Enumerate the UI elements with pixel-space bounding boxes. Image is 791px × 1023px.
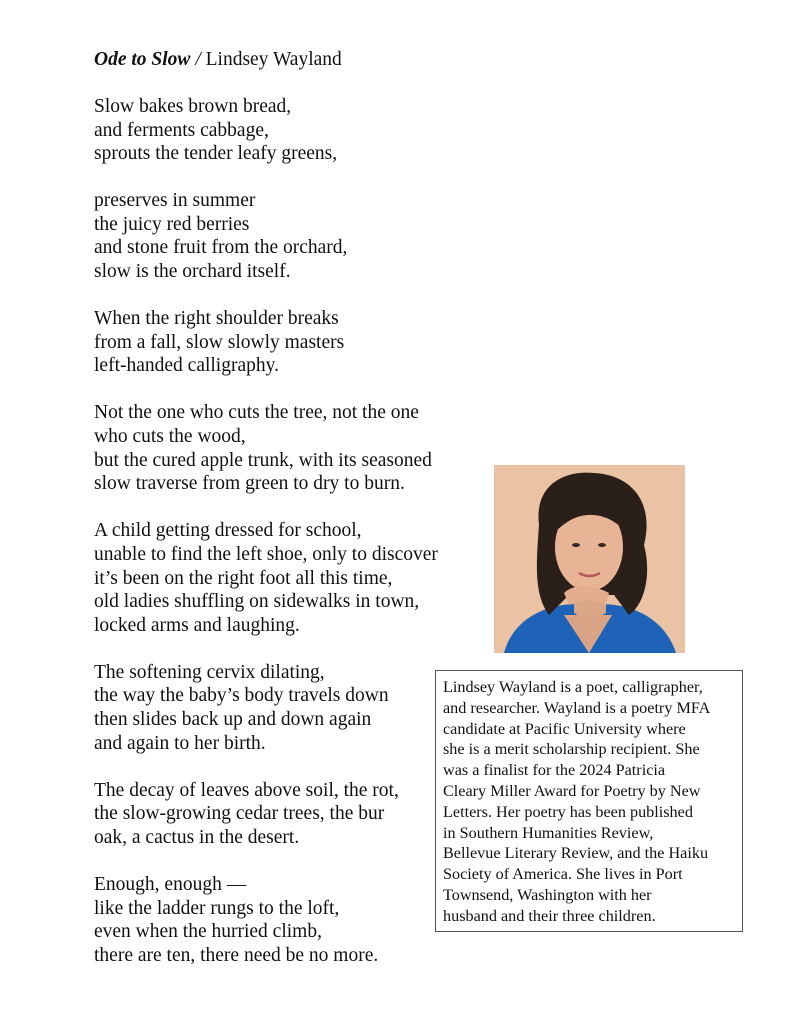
poem-line: A child getting dressed for school,: [94, 520, 362, 542]
poem-heading: [94, 48, 342, 72]
poem-line: then slides back up and down again: [94, 708, 372, 730]
poem-stanza: [94, 401, 474, 495]
bio-line: Society of America. She lives in Port: [443, 865, 683, 884]
poem-stanza: [94, 661, 474, 755]
poem-line: and stone fruit from the orchard,: [94, 237, 348, 259]
poem-line: who cuts the wood,: [94, 426, 246, 448]
bio-line: Letters. Her poetry has been published: [443, 802, 693, 821]
poem-stanza: [94, 189, 474, 283]
poem-line: When the right shoulder breaks: [94, 308, 339, 330]
poem-stanza: [94, 873, 474, 967]
poem-line: there are ten, there need be no more.: [94, 944, 379, 966]
author-bio-box: [435, 670, 743, 932]
bio-line: was a finalist for the 2024 Patricia: [443, 761, 666, 780]
poem-line: like the ladder rungs to the loft,: [94, 897, 340, 919]
poem-title: Ode to Slow: [94, 49, 191, 70]
bio-line: in Southern Humanities Review,: [443, 823, 654, 842]
poem-line: the slow-growing cedar trees, the bur: [94, 803, 385, 825]
bio-line: Townsend, Washington with her: [443, 885, 652, 904]
poem-line: and ferments cabbage,: [94, 119, 269, 141]
bio-line: candidate at Pacific University where: [443, 719, 686, 738]
bio-line: husband and their three children.: [443, 906, 656, 925]
author-portrait-illustration: [494, 465, 685, 653]
poem-line: preserves in summer: [94, 190, 256, 212]
poem-line: the way the baby’s body travels down: [94, 685, 389, 707]
bio-line: Lindsey Wayland is a poet, calligrapher,: [443, 678, 703, 696]
poem-line: oak, a cactus in the desert.: [94, 826, 300, 848]
poem-line: and again to her birth.: [94, 732, 266, 754]
poem-line: left-handed calligraphy.: [94, 355, 279, 377]
author-portrait: [494, 465, 685, 653]
bio-line: she is a merit scholarship recipient. She: [443, 740, 700, 759]
poem-author: Lindsey Wayland: [205, 49, 342, 70]
poem-stanza: [94, 779, 474, 850]
poem-line: Enough, enough —: [94, 873, 247, 895]
poem-line: it’s been on the right foot all this time,: [94, 567, 393, 589]
poem-line: from a fall, slow slowly masters: [94, 331, 345, 353]
poem-line: locked arms and laughing.: [94, 614, 300, 636]
poem-line: even when the hurried climb,: [94, 921, 322, 943]
poem-line: unable to find the left shoe, only to discover: [94, 543, 438, 565]
poem-stanza: [94, 95, 474, 166]
poem-line: Slow bakes brown bread,: [94, 96, 292, 117]
poem-line: Not the one who cuts the tree, not the one: [94, 402, 419, 424]
bio-line: Bellevue Literary Review, and the Haiku: [443, 844, 709, 863]
poem-line: slow is the orchard itself.: [94, 261, 291, 283]
poem-line: slow traverse from green to dry to burn.: [94, 473, 405, 495]
poem-line: the juicy red berries: [94, 213, 250, 235]
poem-stanza: [94, 307, 474, 378]
poem-line: old ladies shuffling on sidewalks in town,: [94, 591, 420, 613]
poem-body: [94, 95, 474, 991]
poem-line: but the cured apple trunk, with its seasoned: [94, 449, 432, 471]
poem-stanza: [94, 519, 474, 637]
bio-line: and researcher. Wayland is a poetry MFA: [443, 698, 711, 717]
poem-line: sprouts the tender leafy greens,: [94, 143, 338, 165]
poem-line: The decay of leaves above soil, the rot,: [94, 779, 399, 801]
poem-line: The softening cervix dilating,: [94, 661, 325, 683]
bio-line: Cleary Miller Award for Poetry by New: [443, 781, 701, 800]
title-separator: /: [195, 49, 201, 70]
